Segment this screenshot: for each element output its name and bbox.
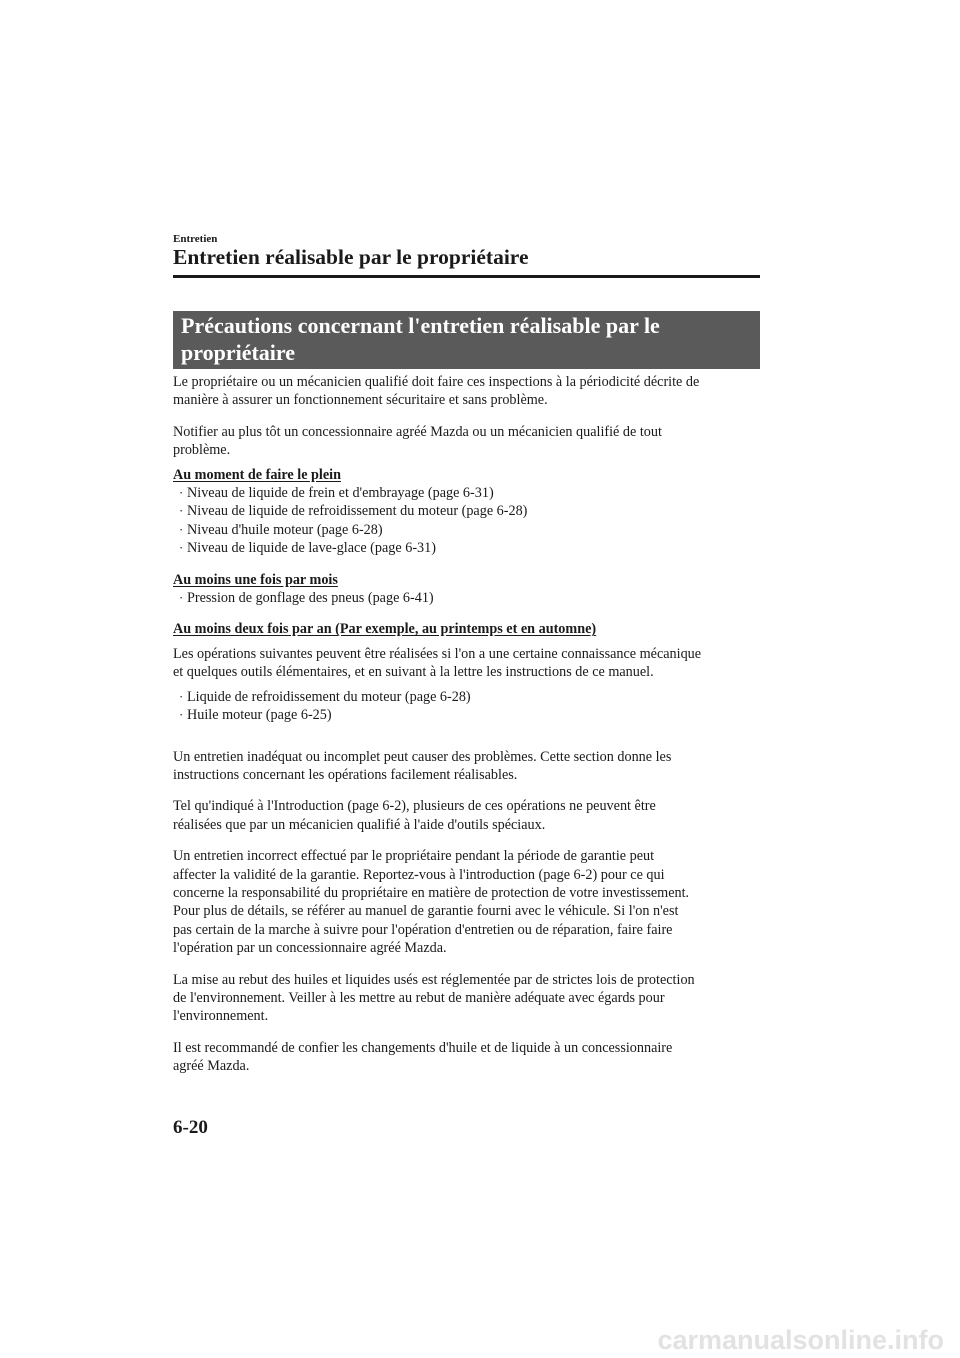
text-line: réalisées que par un mécanicien qualifié à l'aide d'outils spéciaux. xyxy=(173,816,546,833)
banner-title-line-2: propriétaire xyxy=(181,340,296,365)
text-line: de l'environnement. Veiller à les mettre au rebut de manière adéquate avec égards pour xyxy=(173,989,665,1006)
list-item-text: Niveau de liquide de lave-glace (page 6-31) xyxy=(187,540,436,557)
list-item-text: Pression de gonflage des pneus (page 6-41) xyxy=(187,590,434,607)
text-line: Un entretien inadéquat ou incomplet peut causer des problèmes. Cette section donne les xyxy=(173,748,672,765)
text-line: La mise au rebut des huiles et liquides usés est réglementée par de strictes lois de protection xyxy=(173,971,695,988)
twice-yearly-paragraph xyxy=(173,645,763,682)
watermark-link[interactable]: carmanualsonline.info xyxy=(657,1325,944,1355)
intro-paragraph-2 xyxy=(173,423,763,460)
list-item-text: Liquide de refroidissement du moteur (page 6-28) xyxy=(187,688,471,705)
text-line: l'opération par un concessionnaire agréé Mazda. xyxy=(173,940,447,957)
bullet-icon: · xyxy=(179,540,184,556)
page-number: 6-20 xyxy=(173,1117,208,1138)
bullet-icon: · xyxy=(179,590,184,606)
subheading-refuel: Au moment de faire le plein xyxy=(173,466,341,483)
monthly-checklist xyxy=(173,589,763,607)
text-line: Pour plus de détails, se référer au manuel de garantie fourni avec le véhicule. Si l'on n'est xyxy=(173,903,679,920)
refuel-checklist xyxy=(173,484,763,558)
text-line: Un entretien incorrect effectué par le propriétaire pendant la période de garantie peut xyxy=(173,848,655,865)
list-item xyxy=(179,589,763,607)
text-line: concerne la responsabilité du propriétaire en matière de protection de votre investissement. xyxy=(173,884,690,901)
bullet-icon: · xyxy=(179,707,184,723)
list-item-text: Niveau d'huile moteur (page 6-28) xyxy=(187,521,383,538)
list-item-text: Huile moteur (page 6-25) xyxy=(187,707,332,724)
text-line: affecter la validité de la garantie. Reportez-vous à l'introduction (page 6-2) pour ce qui xyxy=(173,866,665,883)
bullet-icon: · xyxy=(179,521,184,537)
list-item xyxy=(179,688,763,706)
paragraph-inadequate-maintenance xyxy=(173,748,763,785)
list-item xyxy=(179,521,763,539)
twice-yearly-checklist xyxy=(173,688,763,725)
title-divider xyxy=(173,275,760,278)
list-item xyxy=(179,706,763,724)
text-line: agréé Mazda. xyxy=(173,1058,250,1075)
text-line: Le propriétaire ou un mécanicien qualifié doit faire ces inspections à la périodicité décrite de xyxy=(173,374,700,390)
text-line: Tel qu'indiqué à l'Introduction (page 6-2), plusieurs de ces opérations ne peuvent être xyxy=(173,798,656,815)
paragraph-recommendation xyxy=(173,1039,763,1076)
list-item-text: Niveau de liquide de refroidissement du moteur (page 6-28) xyxy=(187,503,528,520)
bullet-icon: · xyxy=(179,485,184,501)
text-line: et quelques outils élémentaires, et en suivant à la lettre les instructions de ce manuel. xyxy=(173,664,654,681)
list-item xyxy=(179,539,763,557)
list-item xyxy=(179,484,763,502)
intro-paragraph-1 xyxy=(173,373,763,410)
list-item-text: Niveau de liquide de frein et d'embrayage (page 6-31) xyxy=(187,485,494,502)
bullet-icon: · xyxy=(179,688,184,704)
text-line: instructions concernant les opérations facilement réalisables. xyxy=(173,766,518,783)
text-line: Les opérations suivantes peuvent être réalisées si l'on a une certaine connaissance mécanique xyxy=(173,645,702,662)
text-line: l'environnement. xyxy=(173,1008,269,1025)
text-line: problème. xyxy=(173,442,231,459)
bullet-icon: · xyxy=(179,503,184,519)
page-title: Entretien réalisable par le propriétaire xyxy=(173,245,529,269)
text-line: manière à assurer un fonctionnement sécuritaire et sans problème. xyxy=(173,392,548,409)
section-label: Entretien xyxy=(173,233,218,245)
banner-title-line-1: Précautions concernant l'entretien réalisable par le xyxy=(181,313,660,338)
subheading-monthly: Au moins une fois par mois xyxy=(173,571,338,588)
subheading-twice-yearly: Au moins deux fois par an (Par exemple, au printemps et en automne) xyxy=(173,621,597,638)
list-item xyxy=(179,502,763,520)
section-banner xyxy=(173,311,760,369)
text-line: Il est recommandé de confier les changements d'huile et de liquide à un concessionnaire xyxy=(173,1039,673,1056)
paragraph-special-tools xyxy=(173,797,763,834)
text-line: Notifier au plus tôt un concessionnaire agréé Mazda ou un mécanicien qualifié de tout xyxy=(173,423,662,440)
paragraph-disposal xyxy=(173,971,763,1026)
body-content xyxy=(173,373,763,1076)
paragraph-warranty xyxy=(173,847,763,957)
text-line: pas certain de la marche à suivre pour l'opération d'entretien ou de réparation, faire faire xyxy=(173,921,673,938)
